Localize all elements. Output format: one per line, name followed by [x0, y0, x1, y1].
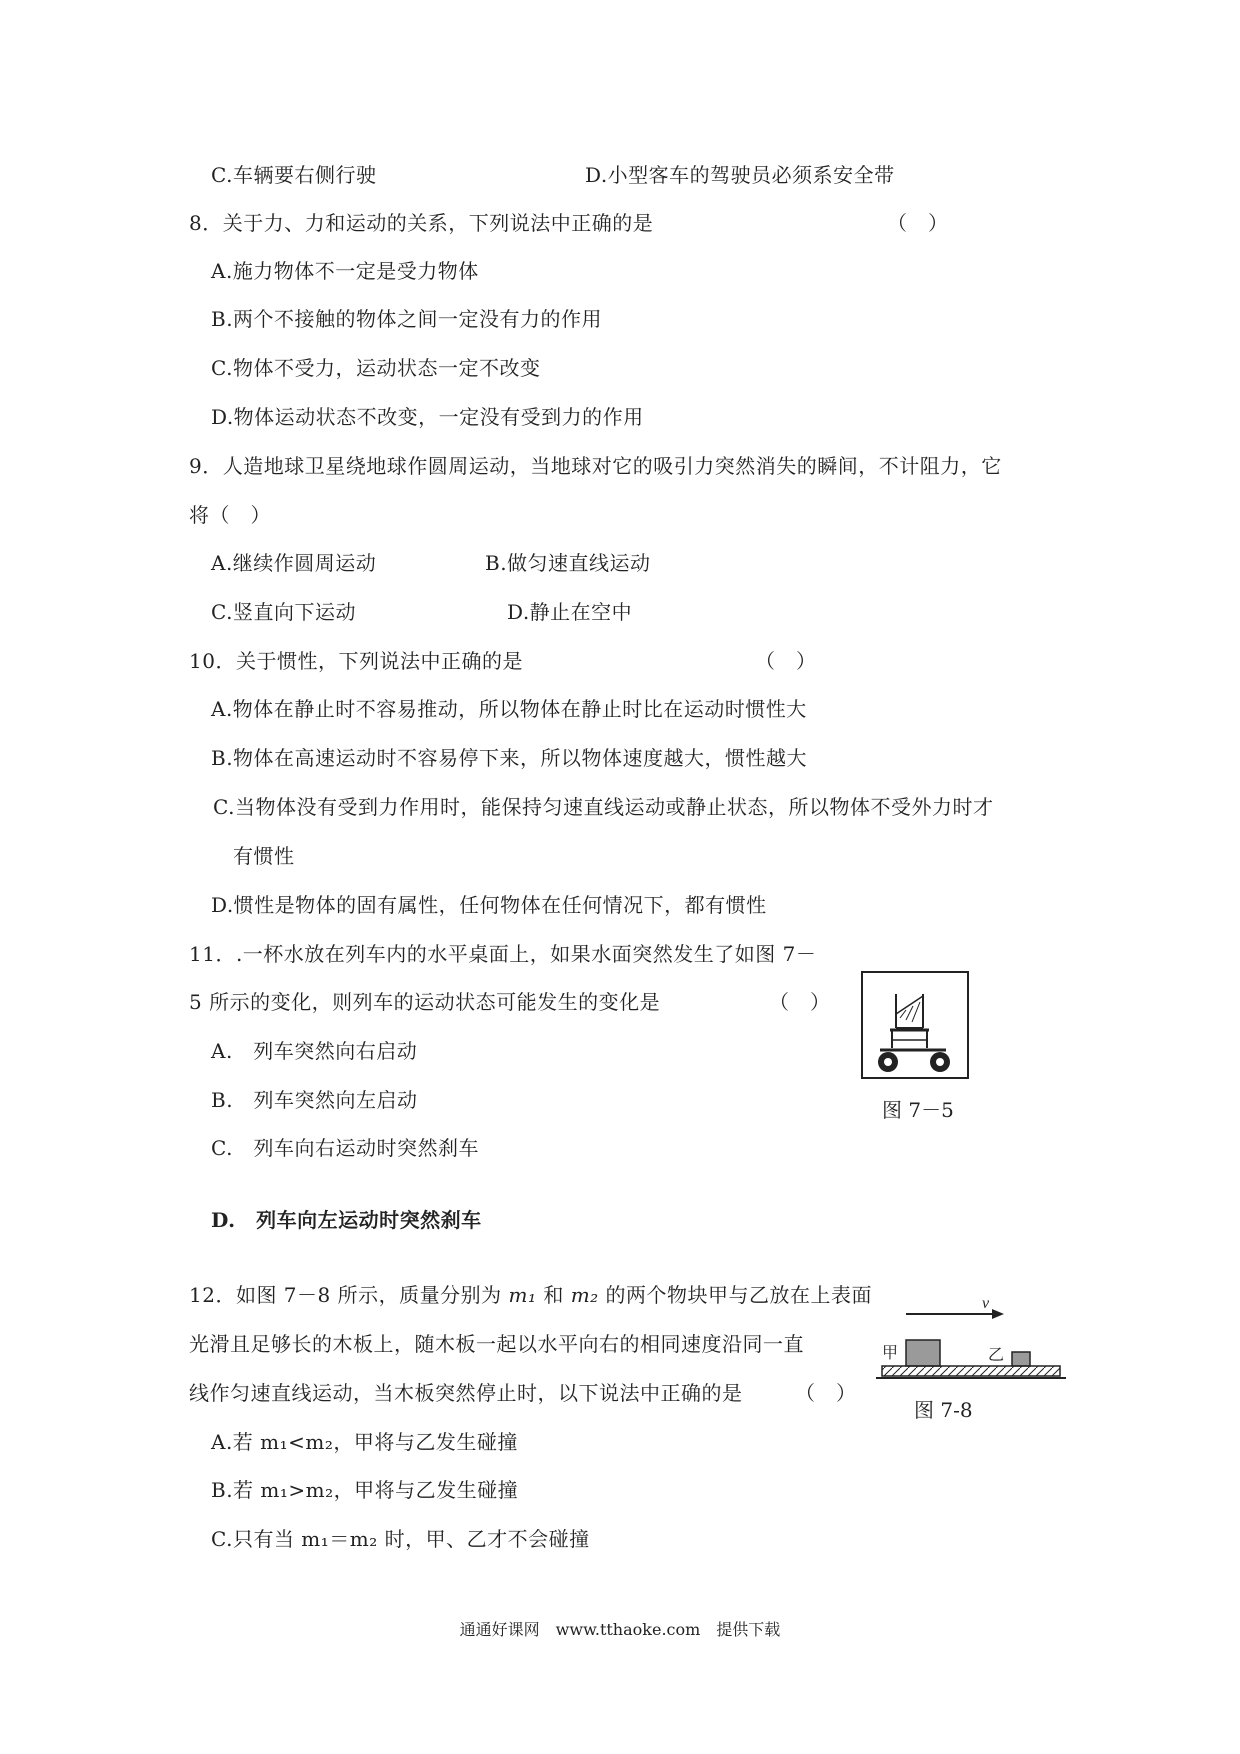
q9-option-d: D.静止在空中 — [507, 600, 633, 624]
q7-option-c: C.车辆要右侧行驶 — [211, 163, 377, 187]
q8-option-c: C.物体不受力，运动状态一定不改变 — [211, 356, 541, 380]
q10-option-c-line1: C.当物体没有受到力作用时，能保持匀速直线运动或静止状态，所以物体不受外力时才 — [213, 795, 994, 819]
q11-option-c: C. 列车向右运动时突然刹车 — [211, 1136, 479, 1160]
q10-stem: 10．关于惯性，下列说法中正确的是 — [189, 649, 523, 673]
q11-answer-paren: （ ） — [769, 990, 831, 1014]
q12-answer-paren: （ ） — [795, 1381, 857, 1405]
q10-option-d: D.惯性是物体的固有属性，任何物体在任何情况下，都有惯性 — [211, 893, 767, 917]
q8-stem: 8．关于力、力和运动的关系，下列说法中正确的是 — [189, 211, 654, 235]
q11-option-b: B. 列车突然向左启动 — [211, 1088, 418, 1112]
figure-7-5-frame — [862, 972, 968, 1078]
q10-option-a: A.物体在静止时不容易推动，所以物体在静止时比在运动时惯性大 — [211, 697, 807, 721]
q12-stem-line1 — [189, 1283, 872, 1307]
block-yi — [1012, 1352, 1030, 1366]
q11-option-d: D. 列车向左运动时突然刹车 — [211, 1208, 482, 1232]
block-yi-label: 乙 — [988, 1345, 1005, 1364]
figure-7-8-blocks-on-board — [876, 1296, 1066, 1394]
figure-7-5-train-cup — [860, 970, 972, 1082]
q12-m1: m₁ — [508, 1283, 537, 1307]
q8-option-a: A.施力物体不一定是受力物体 — [211, 259, 479, 283]
page-footer: 通通好课网 www.tthaoke.com 提供下载 — [459, 1620, 781, 1639]
velocity-label: v — [982, 1296, 990, 1312]
q9-option-b: B.做匀速直线运动 — [485, 551, 651, 575]
q8-option-b: B.两个不接触的物体之间一定没有力的作用 — [211, 307, 603, 331]
q11-stem-line2: 5 所示的变化，则列车的运动状态可能发生的变化是 — [189, 990, 661, 1014]
q10-answer-paren: （ ） — [755, 649, 817, 673]
q9-option-c: C.竖直向下运动 — [211, 600, 356, 624]
q12-stem-line2: 光滑且足够长的木板上，随木板一起以水平向右的相同速度沿同一直 — [189, 1332, 804, 1356]
q12-m2: m₂ — [570, 1283, 599, 1307]
q9-option-a: A.继续作圆周运动 — [211, 551, 377, 575]
figure-7-5-caption: 图 7－5 — [882, 1098, 954, 1122]
block-jia-label: 甲 — [882, 1343, 899, 1362]
q8-answer-paren: （ ） — [887, 211, 949, 235]
q12-stem-part-b: 和 — [536, 1283, 571, 1307]
figure-7-8-caption: 图 7-8 — [914, 1398, 973, 1422]
q7-option-d: D.小型客车的驾驶员必须系安全带 — [585, 163, 895, 187]
q11-stem-line1: 11．.一杯水放在列车内的水平桌面上，如果水面突然发生了如图 7－ — [189, 942, 817, 966]
q12-stem-part-a: 12．如图 7－8 所示，质量分别为 — [189, 1283, 509, 1307]
q12-stem-part-c: 的两个物块甲与乙放在上表面 — [598, 1283, 873, 1307]
block-jia — [906, 1340, 940, 1366]
q12-option-b: B.若 m₁>m₂，甲将与乙发生碰撞 — [211, 1478, 519, 1502]
q9-stem-line1: 9．人造地球卫星绕地球作圆周运动，当地球对它的吸引力突然消失的瞬间，不计阻力，它 — [189, 454, 1002, 478]
q9-stem-line2: 将（ ） — [189, 503, 271, 527]
board — [882, 1366, 1060, 1376]
q12-option-a: A.若 m₁<m₂，甲将与乙发生碰撞 — [211, 1430, 518, 1454]
q11-option-a: A. 列车突然向右启动 — [211, 1039, 418, 1063]
q10-option-c-line2: 有惯性 — [233, 844, 295, 868]
q12-option-c: C.只有当 m₁＝m₂ 时，甲、乙才不会碰撞 — [211, 1527, 590, 1551]
q12-stem-line3: 线作匀速直线运动，当木板突然停止时，以下说法中正确的是 — [189, 1381, 743, 1405]
q10-option-b: B.物体在高速运动时不容易停下来，所以物体速度越大，惯性越大 — [211, 746, 808, 770]
q8-option-d: D.物体运动状态不改变，一定没有受到力的作用 — [211, 405, 644, 429]
